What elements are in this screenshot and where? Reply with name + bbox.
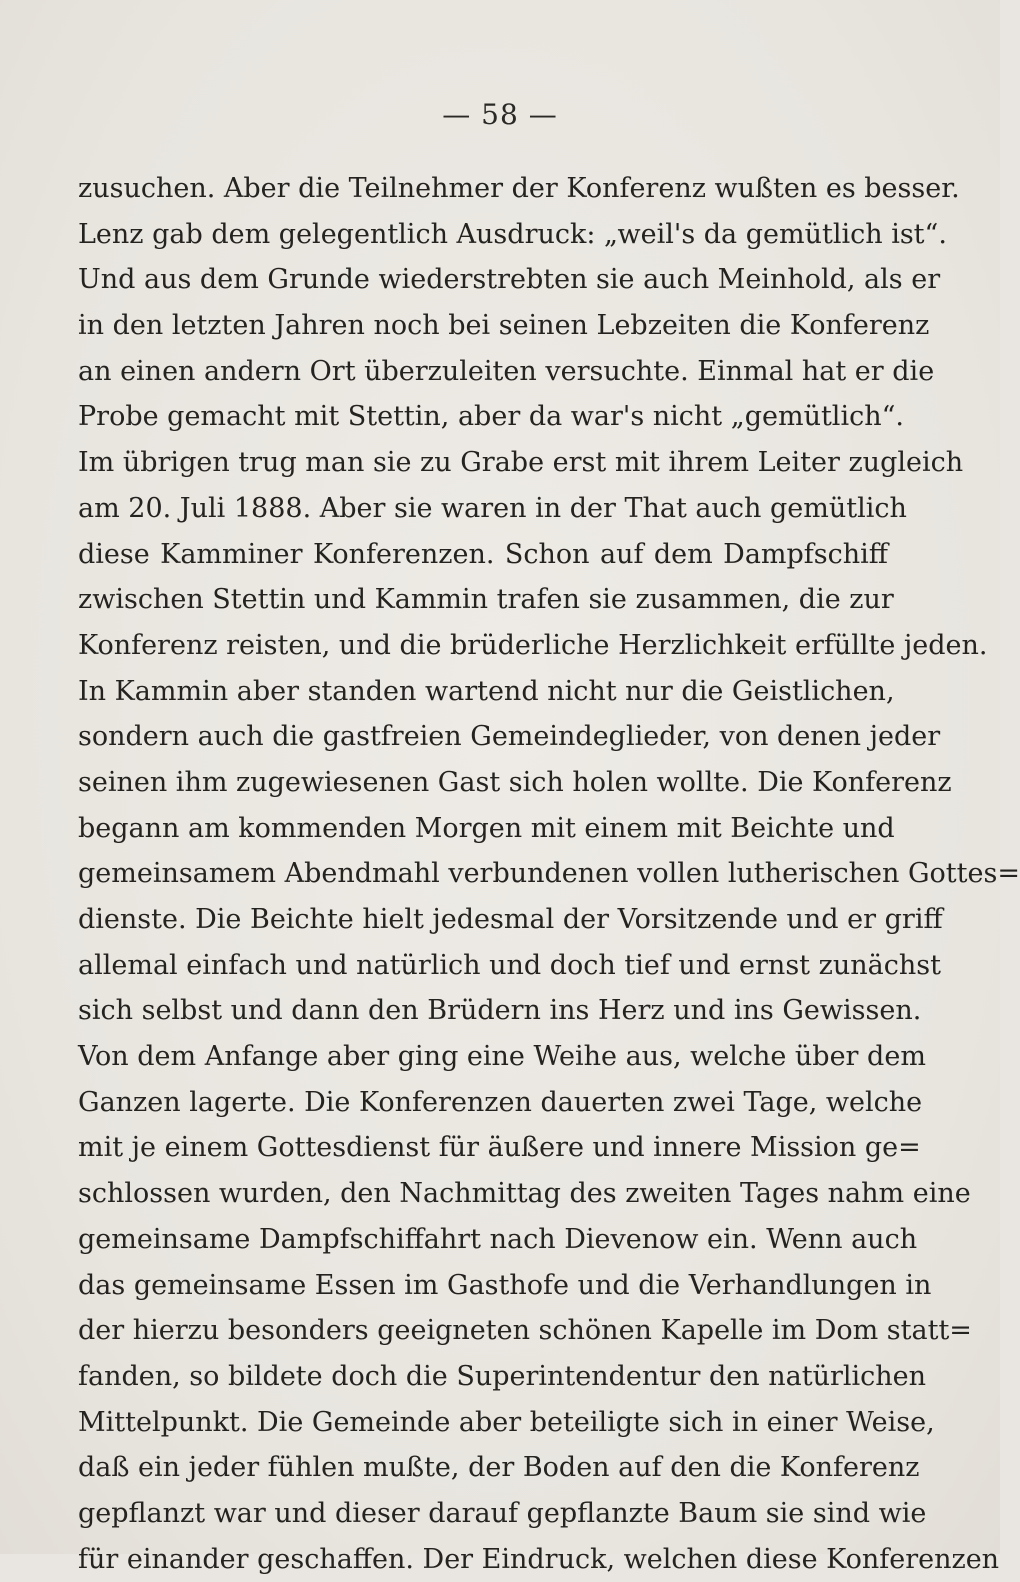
text-line: seinen ihm zugewiesenen Gast sich holen wollte. Die Konferenz (78, 766, 952, 798)
text-line: zusuchen. Aber die Teilnehmer der Konferenz wußten es besser. (78, 173, 960, 204)
text-line: am 20. Juli 1888. Aber sie waren in der That auch gemütlich (78, 492, 907, 524)
text-line: Probe gemacht mit Stettin, aber da war's nicht „gemütlich“. (78, 401, 904, 433)
text-line: Von dem Anfange aber ging eine Weihe aus, welche über dem (78, 1041, 926, 1073)
text-line: gemeinsamem Abendmahl verbundenen vollen lutherischen Gottes= (78, 858, 1020, 890)
text-line: Lenz gab dem gelegentlich Ausdruck: „weil's da gemütlich ist“. (78, 218, 947, 250)
text-line: sondern auch die gastfreien Gemeindeglieder, von denen jeder (78, 721, 941, 753)
text-line: daß ein jeder fühlen mußte, der Boden auf den die Konferenz (78, 1452, 920, 1484)
text-line: Ganzen lagerte. Die Konferenzen dauerten zwei Tage, welche (78, 1086, 923, 1118)
text-line: begann am kommenden Morgen mit einem mit Beichte und (78, 812, 895, 844)
text-line: schlossen wurden, den Nachmittag des zweiten Tages nahm eine (78, 1178, 971, 1210)
text-line: Und aus dem Grunde wiederstrebten sie auch Meinhold, als er (78, 264, 941, 296)
page-number: — 58 — (442, 98, 558, 131)
text-line: Im übrigen trug man sie zu Grabe erst mit ihrem Leiter zugleich (78, 447, 964, 479)
text-line: allemal einfach und natürlich und doch tief und ernst zunächst (78, 949, 941, 981)
text-line: für einander geschaffen. Der Eindruck, welchen diese Konferenzen (78, 1543, 1000, 1575)
text-line: an einen andern Ort überzuleiten versuchte. Einmal hat er die (78, 355, 935, 387)
text-line: diese Kamminer Konferenzen. Schon auf dem Dampfschiff (78, 538, 888, 570)
text-line: gemeinsame Dampfschiffahrt nach Dievenow ein. Wenn auch (78, 1223, 918, 1255)
text-line: In Kammin aber standen wartend nicht nur die Geistlichen, (78, 675, 895, 707)
text-line: der hierzu besonders geeigneten schönen Kapelle im Dom statt= (78, 1315, 972, 1347)
text-line: gepflanzt war und dieser darauf gepflanzte Baum sie sind wie (78, 1497, 927, 1529)
body-text (78, 166, 1020, 1582)
text-line: Mittelpunkt. Die Gemeinde aber beteiligte sich in einer Weise, (78, 1406, 935, 1438)
text-line: dienste. Die Beichte hielt jedesmal der Vorsitzende und er griff (78, 904, 943, 935)
text-line: das gemeinsame Essen im Gasthofe und die Verhandlungen in (78, 1269, 932, 1301)
text-line: zwischen Stettin und Kammin trafen sie zusammen, die zur (78, 584, 894, 616)
text-line: sich selbst und dann den Brüdern ins Herz und ins Gewissen. (78, 995, 922, 1027)
text-line: Konferenz reisten, und die brüderliche Herzlichkeit erfüllte jeden. (78, 629, 988, 661)
text-line: in den letzten Jahren noch bei seinen Lebzeiten die Konferenz (78, 310, 930, 342)
text-line: mit je einem Gottesdienst für äußere und innere Mission ge= (78, 1132, 921, 1164)
text-line: fanden, so bildete doch die Superintendentur den natürlichen (78, 1360, 927, 1392)
